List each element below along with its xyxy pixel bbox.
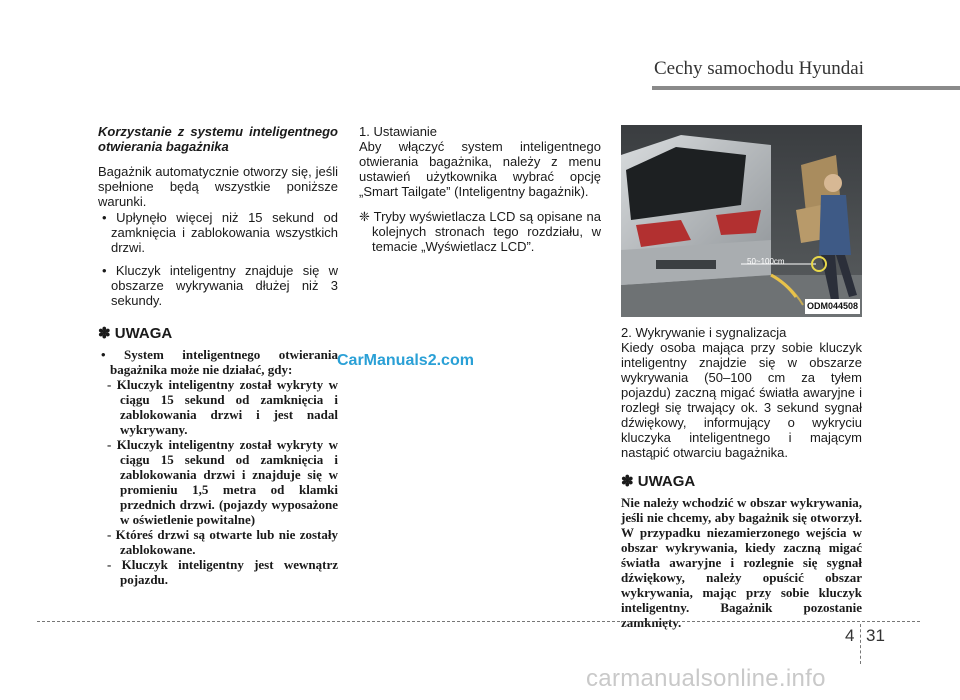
warning-heading-right: ✽ UWAGA	[621, 473, 696, 490]
site-watermark: carmanualsonline.info	[586, 665, 826, 692]
header-rule	[652, 86, 960, 90]
step1-text: Aby włączyć system inteligentnego otwierania bagażnika, należy z menu ustawień użytkownika wybrać opcję „Smart Tailgate” (Inteligentny bagażnik).	[359, 139, 601, 199]
car-rear-illustration	[621, 125, 862, 317]
warning-item-1: - Kluczyk inteligentny został wykryty w ciągu 15 sekund od zamknięcia i zablokowania drzwi i jest nadal wykrywany.	[107, 377, 338, 437]
section-heading: Korzystanie z systemu inteligentnego otwierania bagażnika	[98, 124, 338, 154]
figure-code: ODM044508	[805, 299, 860, 314]
warning-item-2: - Kluczyk inteligentny został wykryty w ciągu 15 sekund od zamknięcia i zablokowania drzwi i znajduje się w promieniu 1,5 metra od klamki przednich drzwi. (pojazdy wyposażone w oświetlenie powitalne)	[107, 437, 338, 527]
column-right	[621, 124, 862, 630]
smart-tailgate-figure	[621, 125, 862, 317]
warning-text-right: Nie należy wchodzić w obszar wykrywania, jeśli nie chcemy, aby bagażnik się otworzył. W przypadku niezamierzonego wejścia w obszar wykrywania, kiedy zaczną migać światła awaryjne i rozlegnie się sygnał dźwiękowy, należy opuścić obszar wykrywania, mając przy sobie kluczyk inteligentny. Bagażnik pozostanie zamknięty.	[621, 495, 862, 630]
chapter-number: 4	[845, 626, 855, 645]
warning-item-4: - Kluczyk inteligentny jest wewnątrz pojazdu.	[107, 557, 338, 587]
step2-title: 2. Wykrywanie i sygnalizacja	[621, 325, 787, 340]
condition-bullet-2: • Kluczyk inteligentny znajduje się w obszarze wykrywania dłużej niż 3 sekundy.	[102, 263, 338, 308]
watermark-link[interactable]: CarManuals2.com	[337, 352, 474, 369]
warning-item-3: - Któreś drzwi są otwarte lub nie zostały zablokowane.	[107, 527, 338, 557]
warning-heading-left: ✽ UWAGA	[98, 325, 173, 342]
column-middle	[359, 124, 601, 254]
lcd-note: ❈ Tryby wyświetlacza LCD są opisane na kolejnych stronach tego rozdziału, w temacie „Wyświetlacz LCD”.	[359, 209, 601, 254]
footer-rule	[37, 621, 920, 622]
page-number: 31	[866, 626, 885, 645]
step1-title: 1. Ustawianie	[359, 124, 438, 139]
step2-text: Kiedy osoba mająca przy sobie kluczyk inteligentny znajdzie się w obszarze wykrywania (50–100 cm za tyłem pojazdu) zaczną migać światła awaryjne i rozległ się trwający ok. 3 sekund sygnał dźwiękowy, informujący o wykryciu kluczyka inteligentnego i mającym nastąpić otwarciu bagażnika.	[621, 340, 862, 460]
distance-label: 50~100cm	[747, 257, 785, 266]
page-number-divider	[860, 624, 862, 664]
warning-lead: • System inteligentnego otwierania bagażnika może nie działać, gdy:	[101, 347, 338, 377]
column-left	[98, 124, 338, 587]
condition-bullet-1: • Upłynęło więcej niż 15 sekund od zamknięcia i zablokowania wszystkich drzwi.	[102, 210, 338, 255]
running-header-title: Cechy samochodu Hyundai	[653, 58, 864, 79]
intro-paragraph: Bagażnik automatycznie otworzy się, jeśli spełnione będą wszystkie poniższe warunki.	[98, 164, 338, 209]
